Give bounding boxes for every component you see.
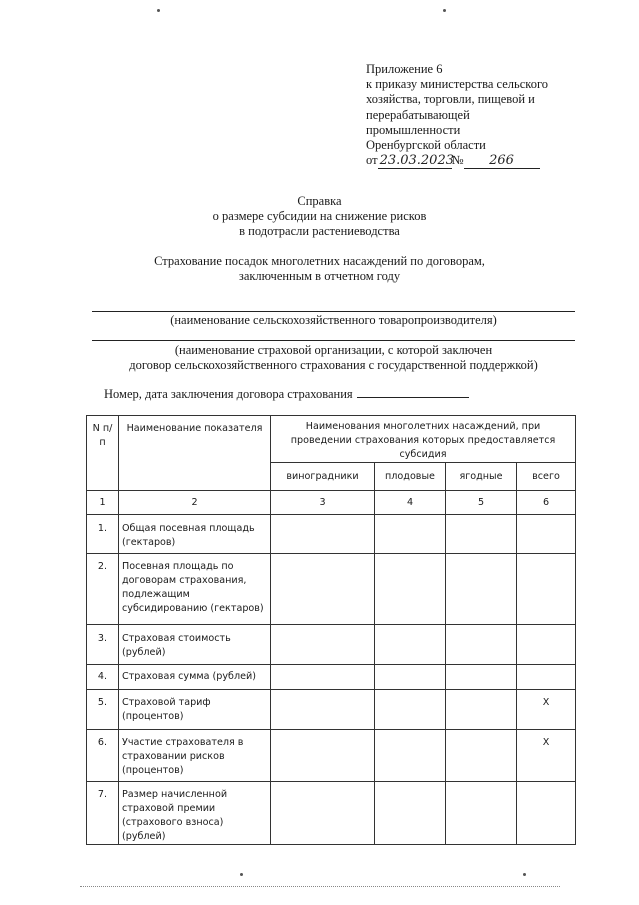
row-label: Страховая стоимость (рублей) [119, 625, 271, 665]
cell-vineyards [271, 665, 375, 690]
cell-vineyards [271, 515, 375, 554]
row-number: 3. [87, 625, 119, 665]
appendix-line: к приказу министерства сельского [366, 77, 549, 92]
table-row [87, 690, 576, 730]
contract-label: Номер, дата заключения договора страхования [104, 387, 353, 401]
cell-vineyards [271, 554, 375, 625]
cell-total [517, 782, 576, 845]
title-line: Справка [297, 194, 342, 208]
appendix-line: хозяйства, торговли, пищевой и [366, 92, 535, 107]
cell-total [517, 554, 576, 625]
header-total: всего [517, 463, 576, 491]
insurer-caption [92, 343, 575, 373]
cell-berry [446, 625, 517, 665]
row-number: 5. [87, 690, 119, 730]
table-row [87, 730, 576, 782]
col-number: 5 [446, 491, 517, 515]
row-number: 2. [87, 554, 119, 625]
column-number-row [87, 491, 576, 515]
producer-caption: (наименование сельскохозяйственного товаропроизводителя) [170, 313, 497, 327]
cell-vineyards [271, 782, 375, 845]
col-number: 2 [119, 491, 271, 515]
contract-blank [357, 387, 469, 398]
table-row [87, 782, 576, 845]
header-num: N п/п [87, 416, 119, 491]
cell-berry [446, 690, 517, 730]
cell-fruit [375, 625, 446, 665]
document-subtitle [0, 254, 639, 284]
title-line: о размере субсидии на снижение рисков [212, 209, 427, 223]
row-label: Страховая сумма (рублей) [119, 665, 271, 690]
row-number: 1. [87, 515, 119, 554]
table-header-row [87, 416, 576, 463]
subtitle-line: заключенным в отчетном году [238, 269, 401, 283]
row-label: Страховой тариф (процентов) [119, 690, 271, 730]
row-number: 7. [87, 782, 119, 845]
scan-dot [523, 873, 526, 876]
col-number: 1 [87, 491, 119, 515]
insurer-caption-line: договор сельскохозяйственного страхования с государственной поддержкой) [129, 358, 538, 372]
cell-total: X [517, 730, 576, 782]
cell-berry [446, 730, 517, 782]
cell-total [517, 625, 576, 665]
col-number: 4 [375, 491, 446, 515]
row-label: Посевная площадь по договорам страхования, подлежащим субсидированию (гектаров) [119, 554, 271, 625]
header-fruit: плодовые [375, 463, 446, 491]
cell-fruit [375, 782, 446, 845]
table-row [87, 515, 576, 554]
cell-berry [446, 665, 517, 690]
col-number: 3 [271, 491, 375, 515]
cell-vineyards [271, 625, 375, 665]
cell-vineyards [271, 690, 375, 730]
scan-dot [157, 9, 160, 12]
row-label: Участие страхователя в страховании рисков (процентов) [119, 730, 271, 782]
header-group: Наименования многолетних насаждений, при проведении страхования которых предоставляется субсидия [271, 416, 576, 463]
header-berry: ягодные [446, 463, 517, 491]
table-row [87, 554, 576, 625]
scan-edge-line [80, 886, 560, 887]
cell-berry [446, 782, 517, 845]
subtitle-line: Страхование посадок многолетних насаждений по договорам, [154, 254, 485, 268]
insurer-name-line [92, 340, 575, 341]
appendix-line: Приложение 6 [366, 62, 443, 76]
cell-total [517, 515, 576, 554]
order-number: 266 [464, 153, 540, 169]
header-indicator: Наименование показателя [119, 416, 271, 491]
cell-vineyards [271, 730, 375, 782]
row-label: Размер начисленной страховой премии (страхового взноса) (рублей) [119, 782, 271, 845]
order-date: 23.03.2023 [379, 153, 454, 169]
order-date-line [366, 153, 576, 169]
appendix-header [366, 62, 576, 169]
subsidy-table [86, 415, 576, 845]
appendix-line: промышленности [366, 122, 461, 137]
cell-berry [446, 554, 517, 625]
insurer-caption-line: (наименование страховой организации, с которой заключен [174, 343, 493, 357]
row-label: Общая посевная площадь (гектаров) [119, 515, 271, 554]
title-line: в подотрасли растениеводства [239, 224, 400, 238]
cell-fruit [375, 665, 446, 690]
row-number: 6. [87, 730, 119, 782]
table-row [87, 665, 576, 690]
cell-fruit [375, 515, 446, 554]
producer-name-line [92, 311, 575, 312]
scan-dot [240, 873, 243, 876]
table-row [87, 625, 576, 665]
row-number: 4. [87, 665, 119, 690]
cell-fruit [375, 730, 446, 782]
header-vineyards: виноградники [271, 463, 375, 491]
cell-total [517, 665, 576, 690]
scan-dot [443, 9, 446, 12]
cell-fruit [375, 690, 446, 730]
col-number: 6 [517, 491, 576, 515]
contract-field [104, 387, 469, 402]
cell-total: X [517, 690, 576, 730]
cell-berry [446, 515, 517, 554]
cell-fruit [375, 554, 446, 625]
appendix-line: Оренбургской области [366, 138, 486, 153]
date-prefix: от [366, 153, 378, 168]
appendix-line: перерабатывающей [366, 107, 470, 122]
document-title [0, 194, 639, 239]
number-sign: № [451, 153, 464, 168]
